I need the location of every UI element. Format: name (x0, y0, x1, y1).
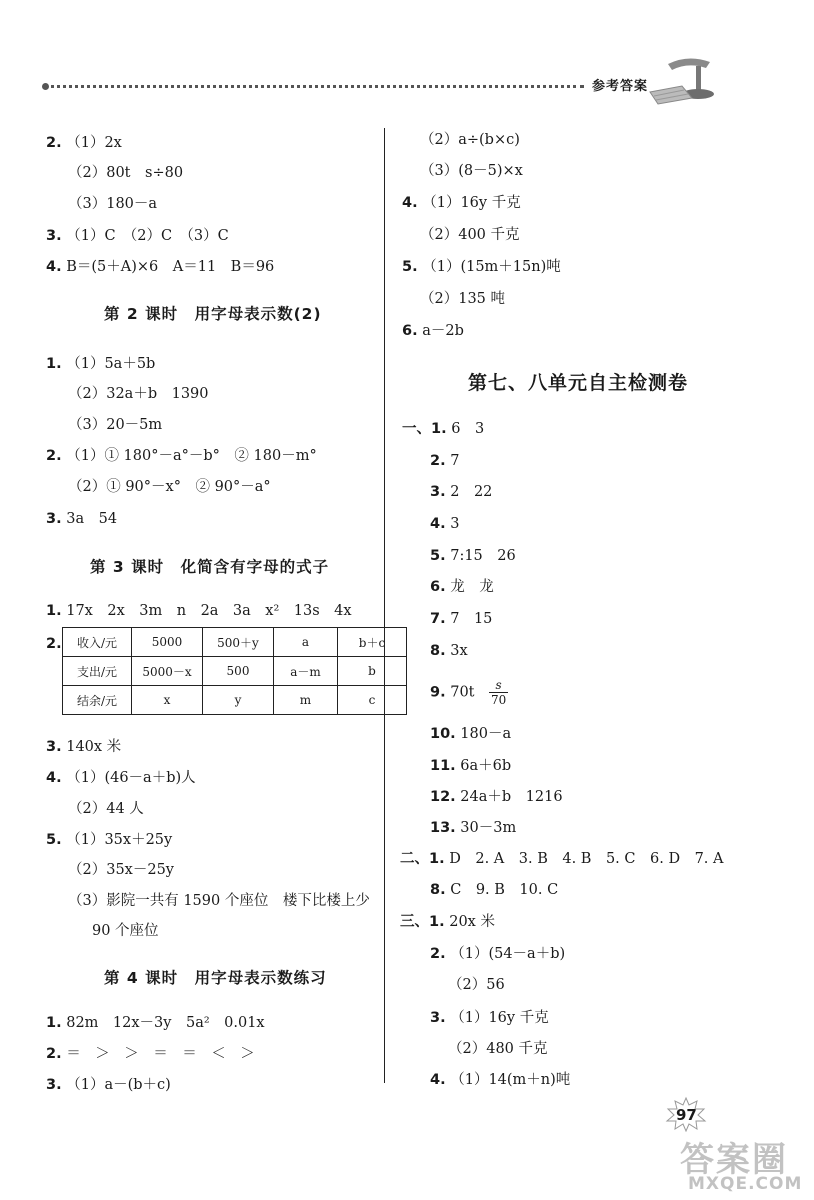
question-number: 4. (46, 770, 62, 786)
answer-line (430, 678, 508, 707)
question-number: 7. (430, 611, 446, 627)
answer-text: 82m 12x－3y 5a² 0.01x (66, 1015, 265, 1031)
answer-line (46, 1075, 171, 1095)
question-number: 1. (46, 1015, 62, 1031)
answer-line (430, 451, 459, 471)
answer-line (402, 193, 521, 213)
answer-text: 7:15 26 (450, 548, 516, 564)
question-number: 2. (46, 1046, 62, 1062)
table-row (63, 628, 407, 657)
answer-text: （3）(8－5)×x (420, 163, 523, 179)
answer-text: （2）32a＋b 1390 (68, 386, 209, 402)
answer-text: （2）a÷(b×c) (420, 132, 520, 148)
fraction-denominator: 70 (491, 693, 507, 707)
answer-text: （3）180－a (68, 196, 158, 212)
answer-text: 20x 米 (449, 914, 495, 930)
answer-text: 6 3 (451, 421, 485, 437)
answer-line (430, 577, 494, 597)
answer-text: （1）(46－a＋b)人 (66, 770, 196, 786)
table-cell: 500 (203, 657, 274, 686)
answer-text: 6a＋6b (460, 758, 512, 774)
answer-text: 70t (450, 684, 475, 701)
page-number: 97 (676, 1106, 697, 1124)
question-number: 3. (46, 1077, 62, 1093)
answer-line (430, 756, 511, 776)
section-title: 第 2 课时 用字母表示数(2) (104, 305, 322, 323)
answer-line (68, 194, 157, 214)
answer-line (402, 419, 484, 439)
answer-text: （1）16y 千克 (422, 195, 521, 211)
question-number: 1. (46, 356, 62, 372)
answer-line (400, 849, 723, 869)
answer-line (46, 226, 229, 246)
question-number: 2. (430, 946, 446, 962)
question-number: 4. (430, 1072, 446, 1088)
answer-text: 30－3m (460, 820, 517, 836)
question-number: 3. (46, 228, 62, 244)
answer-text: 龙 龙 (450, 579, 494, 595)
question-number: 13. (430, 820, 456, 836)
section-title: 第 3 课时 化简含有字母的式子 (90, 558, 330, 576)
question-number: 9. (430, 684, 446, 701)
table-cell: y (203, 686, 274, 715)
question-number: 8. (430, 882, 446, 898)
answer-line (448, 975, 505, 995)
answer-line (430, 787, 563, 807)
header-title: 参考答案 (592, 79, 649, 94)
question-number: 3. (46, 511, 62, 527)
answer-text: 140x 米 (66, 739, 122, 755)
answer-line (46, 509, 117, 529)
answer-line (402, 257, 561, 277)
answer-line (46, 601, 352, 621)
question-number: 10. (430, 726, 456, 742)
table-cell: 500＋y (203, 628, 274, 657)
answer-text: （1）(15m＋15n)吨 (422, 259, 561, 275)
watermark-title: 答案圈 (680, 1140, 788, 1180)
table-cell: 支出/元 (63, 657, 132, 686)
answer-line (400, 912, 495, 932)
table-row (63, 657, 407, 686)
answer-text: （2）480 千克 (448, 1041, 548, 1057)
answer-line (420, 225, 520, 245)
answer-text: （2）35x－25y (68, 862, 174, 878)
question-number: 8. (430, 643, 446, 659)
section-title: 第 4 课时 用字母表示数练习 (104, 969, 327, 987)
answer-text: ＝ ＞ ＞ ＝ ＝ ＜ ＞ (66, 1046, 255, 1062)
question-number: 2. (46, 636, 62, 652)
answer-text: 180－a (460, 726, 512, 742)
answer-line (430, 514, 459, 534)
answer-line (430, 944, 565, 964)
answer-text: （1）35x＋25y (66, 832, 173, 848)
table-cell: a (274, 628, 338, 657)
answer-line (68, 384, 209, 404)
answer-line (92, 921, 159, 941)
question-number: 4. (430, 516, 446, 532)
income-expense-table (62, 627, 407, 715)
question-number: 一、1. (402, 421, 447, 437)
answer-line (430, 818, 516, 838)
answer-line (430, 880, 558, 900)
table-cell: m (274, 686, 338, 715)
answer-line (68, 415, 162, 435)
answer-line (68, 860, 174, 880)
answer-text: a－2b (422, 323, 464, 339)
answer-line (420, 161, 523, 181)
answer-text: 7 (450, 453, 460, 469)
table-cell: x (132, 686, 203, 715)
answer-line (46, 133, 122, 153)
answer-text: B＝(5＋A)×6 A＝11 B＝96 (66, 259, 275, 275)
answer-line (68, 163, 183, 183)
answer-line (46, 1013, 265, 1033)
question-number: 2. (46, 135, 62, 151)
question-number: 2. (430, 453, 446, 469)
answer-line (402, 321, 464, 341)
table-cell: 5000 (132, 628, 203, 657)
answer-text: （2）80t s÷80 (68, 165, 184, 181)
answer-text: 3a 54 (66, 511, 118, 527)
answer-text: （1）C （2）C （3）C (66, 228, 229, 244)
question-number: 2. (46, 448, 62, 464)
question-number: 3. (430, 484, 446, 500)
question-number: 6. (402, 323, 418, 339)
answer-text: （3）20－5m (68, 417, 163, 433)
question-number: 3. (46, 739, 62, 755)
table-cell: 结余/元 (63, 686, 132, 715)
answer-line (430, 724, 511, 744)
answer-line (448, 1039, 548, 1059)
question-number: 4. (402, 195, 418, 211)
question-number: 12. (430, 789, 456, 805)
answer-line (46, 768, 196, 788)
answer-text: 90 个座位 (92, 923, 159, 939)
answer-line (68, 477, 271, 497)
answer-text: （1）14(m＋n)吨 (450, 1072, 571, 1088)
answer-text: （2）① 90°－x° ② 90°－a° (68, 479, 271, 495)
question-number: 3. (430, 1010, 446, 1026)
desk-lamp-icon (648, 50, 728, 110)
question-number: 三、1. (400, 914, 445, 930)
header-dotted-rule (44, 85, 584, 88)
answer-line (430, 1070, 570, 1090)
table-cell: a－m (274, 657, 338, 686)
exam-title: 第七、八单元自主检测卷 (468, 372, 689, 394)
table-cell: b＋c (338, 628, 407, 657)
watermark (670, 1130, 810, 1196)
answer-line (420, 130, 520, 150)
answer-text: （2）44 人 (68, 801, 144, 817)
question-number: 5. (46, 832, 62, 848)
answer-text: C 9. B 10. C (450, 882, 559, 898)
answer-line (430, 1008, 549, 1028)
answer-text: （1）16y 千克 (450, 1010, 549, 1026)
answer-text: 17x 2x 3m n 2a 3a x² 13s 4x (66, 603, 352, 619)
answer-text: 7 15 (450, 611, 493, 627)
question-number: 5. (430, 548, 446, 564)
answer-text: （1）a－(b＋c) (66, 1077, 171, 1093)
table-cell: c (338, 686, 407, 715)
table-cell: 收入/元 (63, 628, 132, 657)
answer-text: （2）400 千克 (420, 227, 520, 243)
answer-line (46, 830, 172, 850)
answer-text: （2）56 (448, 977, 505, 993)
answer-text: 3 (450, 516, 460, 532)
answer-text: 3x (450, 643, 468, 659)
question-number: 1. (46, 603, 62, 619)
answer-text: （1）(54－a＋b) (450, 946, 566, 962)
watermark-url: MXQE.COM (688, 1174, 803, 1194)
question-number: 5. (402, 259, 418, 275)
answer-text: （1）5a＋5b (66, 356, 156, 372)
answer-line (46, 737, 121, 757)
answer-line (46, 446, 317, 466)
answer-line (68, 891, 370, 911)
answer-line (46, 257, 274, 277)
answer-line (430, 609, 492, 629)
answer-text: （3）影院一共有 1590 个座位 楼下比楼上少 (68, 893, 370, 909)
fraction (489, 678, 508, 707)
column-divider (384, 128, 385, 1083)
table-cell: 5000－x (132, 657, 203, 686)
table-cell: b (338, 657, 407, 686)
answer-text: （1）2x (66, 135, 122, 151)
question-number: 11. (430, 758, 456, 774)
answer-line (430, 641, 468, 661)
answer-text: （1）① 180°－a°－b° ② 180－m° (66, 448, 317, 464)
fraction-numerator: s (489, 678, 508, 693)
answer-line (46, 1044, 255, 1064)
question-number: 二、1. (400, 851, 445, 867)
answer-line (68, 799, 144, 819)
answer-text: 2 22 (450, 484, 493, 500)
question-number: 6. (430, 579, 446, 595)
answer-line (430, 482, 492, 502)
answer-line (420, 289, 505, 309)
table-row (63, 686, 407, 715)
answer-text: （2）135 吨 (420, 291, 506, 307)
answer-text: 24a＋b 1216 (460, 789, 563, 805)
question-number: 4. (46, 259, 62, 275)
answer-line (430, 546, 516, 566)
answer-text: D 2. A 3. B 4. B 5. C 6. D 7. A (449, 851, 724, 867)
answer-line (46, 354, 155, 374)
